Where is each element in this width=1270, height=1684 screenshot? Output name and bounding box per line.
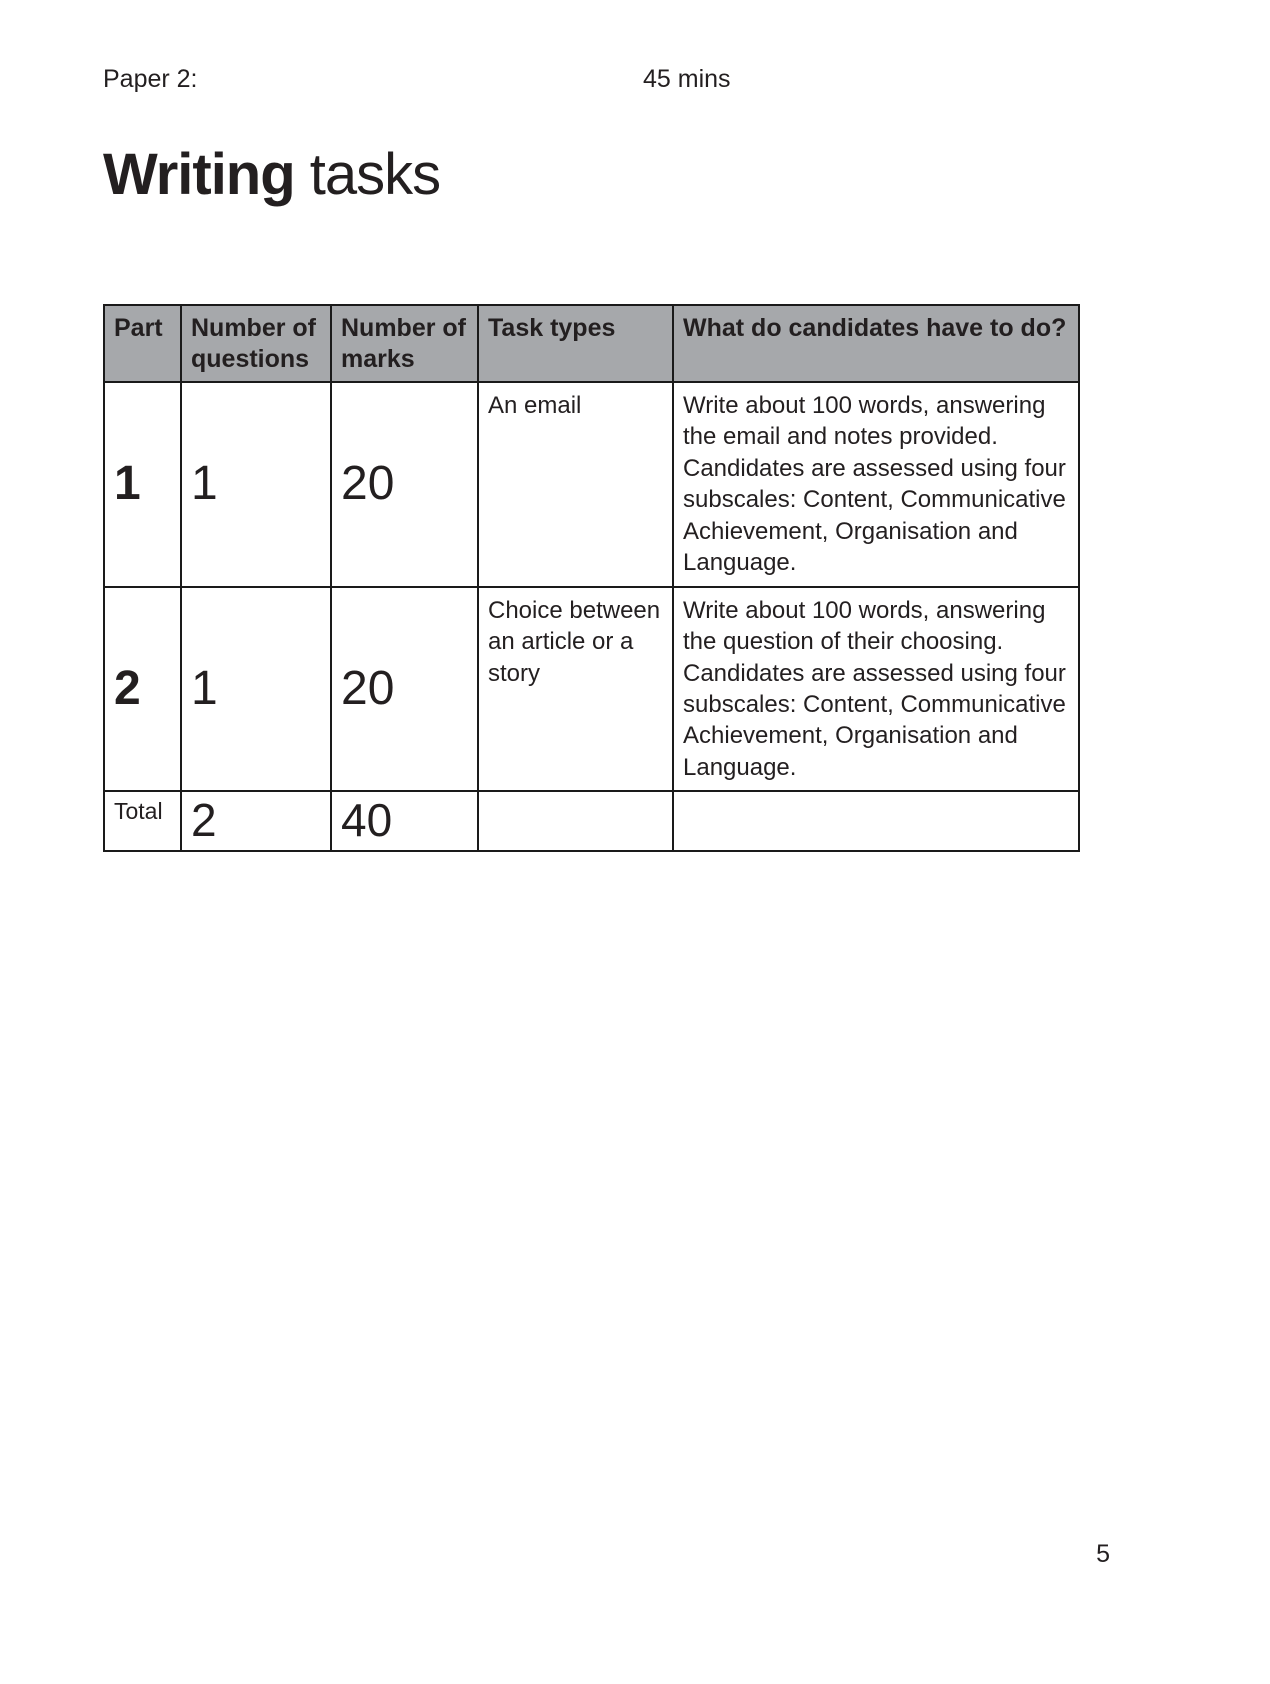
- questions-count: 1: [181, 587, 331, 792]
- table-row: [104, 587, 1079, 792]
- paper-label: Paper 2:: [103, 65, 198, 93]
- header-number-of-marks: Number of marks: [331, 305, 478, 382]
- total-questions: 2: [181, 791, 331, 851]
- page-number: 5: [1096, 1540, 1110, 1568]
- header-task-types: Task types: [478, 305, 673, 382]
- table-total-row: [104, 791, 1079, 851]
- header-part: Part: [104, 305, 181, 382]
- part-number: 1: [104, 382, 181, 587]
- empty-cell: [478, 791, 673, 851]
- page-header: [103, 64, 1167, 94]
- table-row: [104, 382, 1079, 587]
- empty-cell: [673, 791, 1079, 851]
- header-number-of-questions: Number of questions: [181, 305, 331, 382]
- task-description: Write about 100 words, answering the email and notes provided. Candidates are assessed using four subscales: Content, Communicative Achievement, Organisation and Language.: [673, 382, 1079, 587]
- questions-count: 1: [181, 382, 331, 587]
- part-number: 2: [104, 587, 181, 792]
- marks-count: 20: [331, 587, 478, 792]
- task-types-text: An email: [478, 382, 673, 587]
- table-header-row: [104, 305, 1079, 382]
- page-title: [103, 142, 1167, 207]
- task-types-text: Choice between an article or a story: [478, 587, 673, 792]
- writing-tasks-table: [103, 304, 1080, 852]
- duration-label: 45 mins: [643, 65, 731, 93]
- marks-count: 20: [331, 382, 478, 587]
- total-marks: 40: [331, 791, 478, 851]
- page-title-bold: Writing: [103, 142, 295, 207]
- total-label: Total: [104, 791, 181, 851]
- header-candidates-task: What do candidates have to do?: [673, 305, 1079, 382]
- page-title-light: tasks: [294, 142, 441, 207]
- task-description: Write about 100 words, answering the question of their choosing. Candidates are assessed using four subscales: Content, Communicative Achievement, Organisation and Language.: [673, 587, 1079, 792]
